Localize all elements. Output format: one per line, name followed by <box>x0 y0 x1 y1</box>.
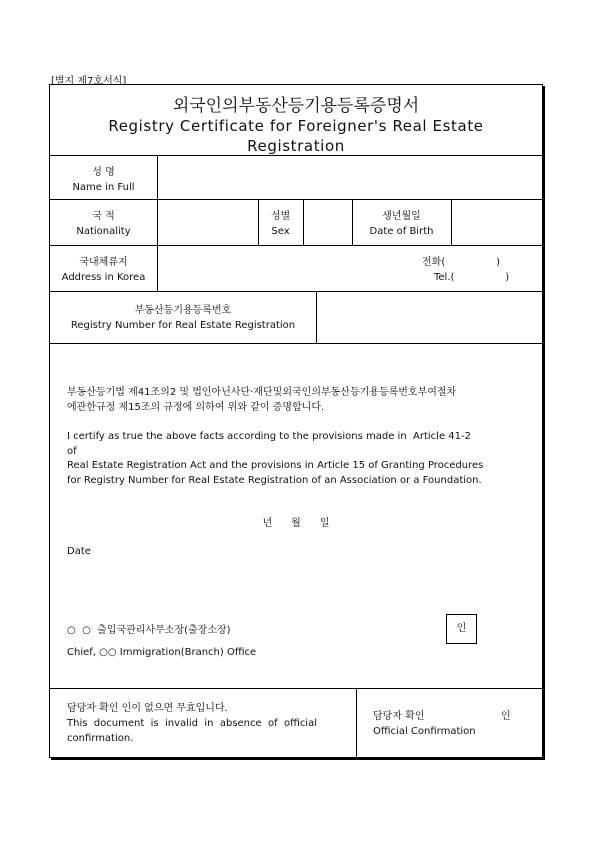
name-label-ko: 성 명 <box>92 167 115 178</box>
divider <box>50 343 542 344</box>
certification-en-line4: for Registry Number for Real Estate Registration of an Association or a Foundation. <box>67 475 482 486</box>
officer-confirmation-ko: 담당자 확인 <box>373 711 425 722</box>
title-english-line1: Registry Certificate for Foreigner's Real Estate <box>108 117 484 135</box>
certification-en-line3: Real Estate Registration Act and the provisions in Article 15 of Granting Procedures <box>67 460 484 471</box>
certification-en-line1: I certify as true the above facts according to the provisions made in Article 41-2 <box>67 431 471 442</box>
divider <box>50 688 542 689</box>
divider <box>50 291 542 292</box>
divider <box>356 688 357 757</box>
issuer-seal-box: 인 <box>446 614 477 644</box>
validity-notice-en-line2: confirmation. <box>67 733 134 744</box>
certification-ko-line1: 부동산등기법 제41조의2 및 법인아닌사단·재단및외국인의부동산등기용등록번호부여절차 <box>67 387 457 398</box>
divider <box>303 199 304 245</box>
nationality-label-ko: 국 적 <box>92 211 115 222</box>
birth-label-ko: 생년월일 <box>382 211 421 222</box>
validity-notice-ko: 담당자 확인 인이 없으면 무효입니다. <box>67 703 228 714</box>
officer-confirmation-en: Official Confirmation <box>373 726 476 737</box>
address-label-ko: 국내체류지 <box>79 257 128 268</box>
certificate-form <box>49 84 543 758</box>
registry-number-label-ko: 부동산등기용등록번호 <box>134 305 232 316</box>
date-en: Date <box>67 546 91 557</box>
divider <box>50 245 542 246</box>
issuer-ko: ○ ○ 출입국관리사무소장(출장소장) <box>67 625 231 636</box>
title-korean: 외국인의부동산등기용등록증명서 <box>172 96 420 116</box>
form-number-label: [별지 제7호서식] <box>51 76 127 87</box>
date-ko: 년 월 일 <box>262 518 330 529</box>
sex-label-en: Sex <box>271 226 290 237</box>
divider <box>157 155 158 291</box>
officer-seal-mark: 인 <box>501 711 511 722</box>
divider <box>316 291 317 343</box>
divider <box>50 155 542 156</box>
divider <box>451 199 452 245</box>
validity-notice-en-line1: This document is invalid in absence of official <box>67 718 317 729</box>
certification-en-line2: of <box>67 446 77 457</box>
phone-label-ko: 전화( ) <box>422 257 500 268</box>
issuer-en: Chief, ○○ Immigration(Branch) Office <box>67 647 257 658</box>
nationality-label-en: Nationality <box>76 226 131 237</box>
divider <box>50 199 542 200</box>
birth-label-en: Date of Birth <box>369 226 434 237</box>
sex-label-ko: 성별 <box>270 211 291 222</box>
name-label-en: Name in Full <box>72 182 135 193</box>
registry-number-label-en: Registry Number for Real Estate Registration <box>70 320 296 331</box>
certification-ko-line2: 에관한규정 제15조의 규정에 의하여 위와 같이 증명합니다. <box>67 402 325 413</box>
phone-label-en: Tel.( ) <box>434 272 510 283</box>
title-english-line2: Registration <box>247 137 345 155</box>
address-label-en: Address in Korea <box>61 272 146 283</box>
